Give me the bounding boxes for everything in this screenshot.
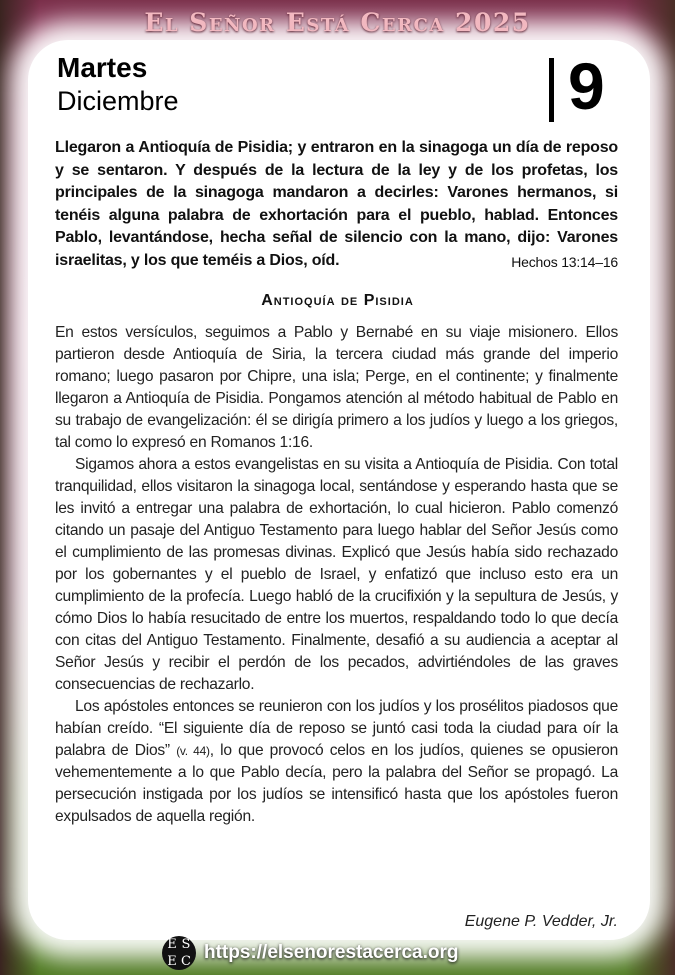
logo-letter: C (181, 953, 191, 969)
bible-verse (55, 137, 618, 273)
website-link[interactable]: https://elsenorestacerca.org (204, 942, 459, 963)
paragraph-3-text: Los apóstoles entonces se reunieron con los judíos y los prosélitos piadosos que habían creído. “El siguiente día de reposo se juntó casi toda la ciudad para oír la palabra de Dios” (55, 698, 618, 759)
logo-letter: E (167, 953, 177, 969)
publication-title: El Señor Está Cerca 2025 (144, 8, 531, 37)
verse-citation: (v. 44) (176, 744, 210, 758)
verse-reference: Hechos 13:14–16 (511, 253, 618, 270)
paragraph-2: Sigamos ahora a estos evangelistas en su visita a Antioquía de Pisidia. Con total tranquilidad, ellos visitaron la sinagoga local, sentándose y esperando hasta que se les invitó a entregar una palabra de exhortación, lo cual hicieron. Pablo comenzó citando un pasaje del Antiguo Testamento para luego hablar del Señor Jesús como el cumplimiento de las promesas divinas. Explicó que Jesús había sido rechazado por los gobernantes y el pueblo de Israel, y enfatizó que incluso esto era un cumplimiento de la profecía. Luego habló de la crucifixión y la sepultura de Jesús, y cómo Dios lo había resucitado de entre los muertos, respaldando todo lo que decía con citas del Antiguo Testamento. Finalmente, desafió a su audiencia a aceptar al Señor Jesús y recibir el perdón de los pecados, advirtiéndoles de las graves consecuencias de rechazarlo. (55, 456, 618, 693)
esec-logo-icon (162, 936, 196, 970)
verse-text: Llegaron a Antioquía de Pisidia; y entraron en la sinagoga un día de reposo y se sentaron. Y después de la lectura de la ley y de los profetas, los principales de la sinagoga mandaron a decirles: Varones hermanos, si tenéis alguna palabra de exhortación para el pueblo, hablad. Entonces Pablo, levantándose, hecha señal de silencio con la mano, dijo: Varones israelitas, y los que teméis a Dios, oíd. (55, 139, 618, 269)
day-number: 9 (568, 49, 605, 123)
month: Diciembre (57, 86, 179, 116)
weekday: Martes (57, 52, 148, 83)
paragraph-1: En estos versículos, seguimos a Pablo y Bernabé en su viaje misionero. Ellos partieron desde Antioquía de Siria, la tercera ciudad más grande del imperio romano; luego pasaron por Chipre, una isla; Perge, en el continente; y finalmente llegaron a Antioquía de Pisidia. Pongamos atención al método habitual de Pablo en su trabajo de evangelización: él se dirigía primero a los judíos y luego a los griegos, tal como lo expresó en Romanos 1:16. (55, 324, 618, 451)
date-divider (549, 58, 554, 122)
footer (162, 936, 458, 970)
article-heading: Antioquía de Pisidia (261, 292, 414, 309)
author: Eugene P. Vedder, Jr. (464, 913, 618, 930)
article-body (55, 322, 618, 828)
logo-letter: E (167, 936, 177, 952)
paragraph-3 (55, 696, 618, 828)
logo-letter: S (181, 936, 191, 952)
paragraph-3-text-end: , lo que provocó celos en los judíos, quienes se opusieron vehementemente a lo que Pablo decía, pero la palabra del Señor se propagó. La persecución instigada por los judíos se intensificó hasta que los apóstoles fueron expulsados de aquella región. (55, 742, 618, 825)
